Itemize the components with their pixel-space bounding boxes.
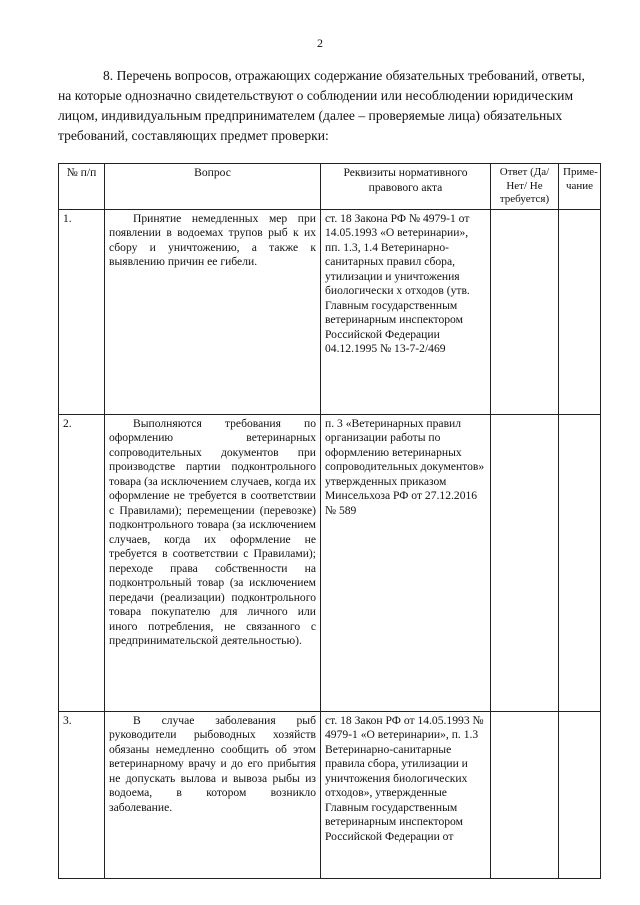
header-answer: Ответ (Да/ Нет/ Не требуется) xyxy=(491,164,559,210)
row-question-text: В случае заболевания рыб руководители рыбоводных хозяйств обязаны немедленно сообщить об этом ветеринарному врачу и до его прибытия не допускать вылова и вывоза рыбы из водоема, в котором возникло заболевание. xyxy=(109,713,316,814)
row-question-text: Выполняются требования по оформлению ветеринарных сопроводительных документов при производстве партии подконтрольного товара (за исключением случаев, когда их оформление не требуется в соответствии с Правилами); перемещении (перевозке) подконтрольного товара (за исключением случаев, когда их оформление не требуется в соответствии с Правилами); переходе права собственности на подконтрольный товар (за исключением передачи (реализации) подконтрольного товара покупателю для личного или иного потребления, не связанного с предпринимательской деятельностью). xyxy=(109,416,316,647)
row-note-cell[interactable] xyxy=(559,414,601,711)
row-number: 2. xyxy=(59,414,105,711)
row-question xyxy=(105,711,321,878)
row-question xyxy=(105,209,321,414)
table-row xyxy=(59,414,601,711)
header-requisites: Реквизиты нормативного правового акта xyxy=(321,164,491,210)
row-requisites: ст. 18 Закон РФ от 14.05.1993 № 4979-1 «О ветеринарии», п. 1.3 Ветеринарно-санитарные правила сбора, утилизации и уничтожения биологических отходов», утвержденные Главным государственным ветеринарным инспектором Российской Федерации от xyxy=(321,711,491,878)
header-num: № п/п xyxy=(59,164,105,210)
row-answer-cell[interactable] xyxy=(491,711,559,878)
section-intro xyxy=(58,66,598,146)
row-requisites: п. 3 «Ветеринарных правил организации работы по оформлению ветеринарных сопроводительных документов» утвержденных приказом Минсельхоза РФ от 27.12.2016 № 589 xyxy=(321,414,491,711)
header-question: Вопрос xyxy=(105,164,321,210)
section-intro-text: 8. Перечень вопросов, отражающих содержание обязательных требований, ответы, на которые однозначно свидетельствуют о соблюдении или несоблюдении юридическим лицом, индивидуальным предпринимателем (далее – проверяемые лица) обязательных требований, составляющих предмет проверки: xyxy=(58,68,585,143)
row-note-cell[interactable] xyxy=(559,209,601,414)
row-note-cell[interactable] xyxy=(559,711,601,878)
row-number: 3. xyxy=(59,711,105,878)
page-number: 2 xyxy=(317,36,323,50)
row-question xyxy=(105,414,321,711)
row-answer-cell[interactable] xyxy=(491,209,559,414)
table-row xyxy=(59,209,601,414)
row-answer-cell[interactable] xyxy=(491,414,559,711)
row-number: 1. xyxy=(59,209,105,414)
header-note: Приме-чание xyxy=(559,164,601,210)
row-requisites: ст. 18 Закона РФ № 4979-1 от 14.05.1993 «О ветеринарии», пп. 1.3, 1.4 Ветеринарно-санитарных правил сбора, утилизации и уничтожения биологически х отходов (утв. Главным государственным ветеринарным инспектором Российской Федерации 04.12.1995 № 13-7-2/469 xyxy=(321,209,491,414)
table-row xyxy=(59,711,601,878)
requirements-checklist-table xyxy=(58,163,601,879)
row-question-text: Принятие немедленных мер при появлении в водоемах трупов рыб к их сбору и уничтожению, а также к выявлению причин ее гибели. xyxy=(109,211,316,268)
table-header-row xyxy=(59,164,601,210)
